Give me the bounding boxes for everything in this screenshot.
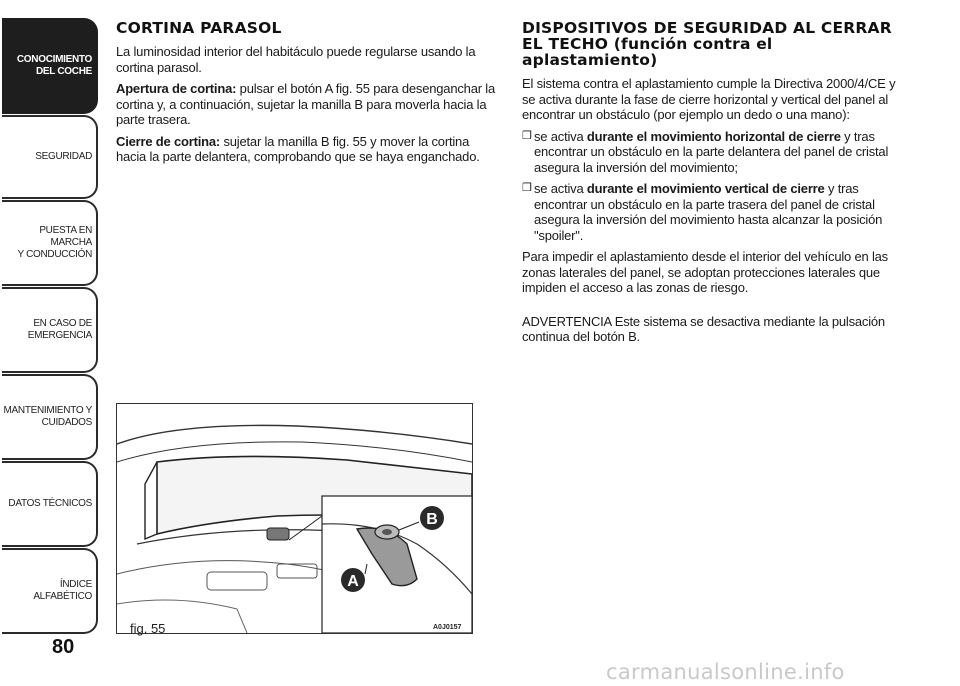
- sidebar-tab-label: PUESTA EN MARCHA Y CONDUCCIÓN: [17, 225, 92, 260]
- bullet-text: se activa durante el movimiento vertical de cierre y tras encontrar un obstáculo en la parte trasera del panel de cristal asegura la inversión del movimiento hasta alcanzar la posición "spoiler".: [534, 181, 883, 243]
- list-item: [522, 181, 907, 243]
- opening-text: pulsar el botón A fig. 55 para desenganchar la cortina y, a continuación, sujetar la manilla B para moverla hacia la parte trasera.: [116, 81, 495, 127]
- bullet-text: se activa durante el movimiento horizontal de cierre y tras encontrar un obstáculo en la parte delantera del panel de cristal asegura la inversión del movimiento;: [534, 128, 889, 175]
- closing-text: sujetar la manilla B fig. 55 y mover la cortina hacia la parte delantera, comprobando que se haya enganchado.: [116, 133, 480, 164]
- sidebar-tab-label: SEGURIDAD: [35, 151, 92, 162]
- sidebar-tab-label: ÍNDICE ALFABÉTICO: [33, 579, 92, 602]
- closing-paragraph: [116, 134, 501, 165]
- warning-paragraph: ADVERTENCIA Este sistema se desactiva mediante la pulsación continua del botón B.: [522, 313, 885, 344]
- section-title-dispositivos: DISPOSITIVOS DE SEGURIDAD AL CERRAR EL TECHO (función contra el aplastamiento): [522, 19, 892, 69]
- sidebar-tab-label: CONOCIMIENTO DEL COCHE: [16, 54, 92, 77]
- cortina-intro: La luminosidad interior del habitáculo puede regularse usando la cortina parasol.: [116, 44, 476, 75]
- dispositivos-intro: El sistema contra el aplastamiento cumple la Directiva 2000/4/CE y se activa durante la fase de cierre horizontal y vertical del panel al encontrar un obstáculo (por ejemplo un dedo o una mano):: [522, 76, 896, 122]
- sidebar-tab-puesta-en-marcha[interactable]: [2, 200, 98, 286]
- figure-caption: fig. 55: [130, 621, 166, 636]
- callout-a-label: A: [347, 573, 359, 590]
- opening-label: Apertura de cortina:: [116, 81, 237, 96]
- checkbox-bullet-icon: ❒: [522, 129, 532, 142]
- sidebar-tab-mantenimiento[interactable]: [2, 374, 98, 460]
- closing-label: Cierre de cortina:: [116, 133, 221, 149]
- protection-paragraph: Para impedir el aplastamiento desde el interior del vehículo en las zonas laterales del panel, se adoptan protecciones laterales que impiden el acceso a las zonas de riesgo.: [522, 249, 888, 295]
- callout-b-label: B: [426, 511, 438, 528]
- right-column: [522, 20, 907, 351]
- watermark: carmanualsonline.info: [606, 660, 845, 684]
- left-column: [116, 20, 501, 171]
- page-number: 80: [52, 636, 75, 658]
- figure-code: A0J0157: [433, 624, 462, 631]
- checkbox-bullet-icon: ❒: [522, 182, 532, 194]
- sunshade-illustration: [117, 404, 472, 633]
- figure-55: [116, 403, 473, 634]
- sidebar-tab-label: EN CASO DE EMERGENCIA: [27, 318, 92, 341]
- section-title-cortina: CORTINA PARASOL: [116, 19, 282, 37]
- sidebar-tab-label: DATOS TÉCNICOS: [8, 498, 92, 509]
- sidebar-tab-label: MANTENIMIENTO Y CUIDADOS: [3, 405, 92, 428]
- sidebar-tab-emergencia[interactable]: [2, 287, 98, 373]
- opening-paragraph: [116, 81, 501, 128]
- sidebar-tab-indice[interactable]: [2, 548, 98, 634]
- sidebar-tab-seguridad[interactable]: [2, 115, 98, 199]
- list-item: [522, 129, 907, 176]
- sidebar-tab-datos-tecnicos[interactable]: [2, 461, 98, 547]
- sidebar-tab-conocimiento[interactable]: [2, 18, 98, 114]
